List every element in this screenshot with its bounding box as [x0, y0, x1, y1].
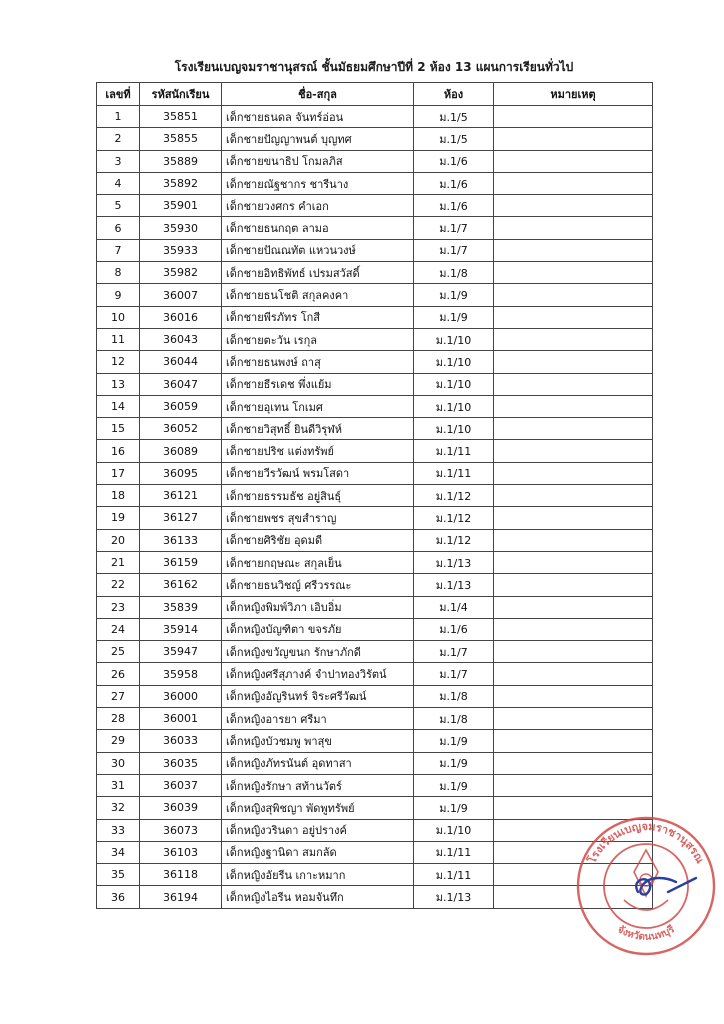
- row-student-id: 36133: [140, 529, 222, 551]
- row-number: 35: [97, 864, 140, 886]
- row-note: [494, 752, 653, 774]
- row-number: 34: [97, 841, 140, 863]
- table-row: [97, 574, 653, 596]
- row-student-name: เด็กชายวิสุทธิ์ ยินดีวิรุฬห์: [222, 418, 414, 440]
- row-student-id: 36039: [140, 797, 222, 819]
- row-student-id: 35982: [140, 262, 222, 284]
- row-student-id: 35958: [140, 663, 222, 685]
- table-row: [97, 685, 653, 707]
- row-student-id: 36073: [140, 819, 222, 841]
- table-row: [97, 239, 653, 261]
- row-room: ม.1/7: [414, 239, 494, 261]
- row-number: 30: [97, 752, 140, 774]
- row-student-name: เด็กหญิงพิมพ์วิภา เอิบอิ่ม: [222, 596, 414, 618]
- row-room: ม.1/6: [414, 172, 494, 194]
- table-row: [97, 262, 653, 284]
- row-student-id: 36047: [140, 373, 222, 395]
- row-note: [494, 262, 653, 284]
- row-number: 17: [97, 462, 140, 484]
- row-student-id: 36121: [140, 485, 222, 507]
- row-student-id: 36001: [140, 708, 222, 730]
- row-student-name: เด็กชายธนดล จันทร์อ่อน: [222, 106, 414, 128]
- row-room: ม.1/9: [414, 774, 494, 796]
- row-student-name: เด็กชายกฤษณะ สกุลเย็น: [222, 551, 414, 573]
- row-student-id: 35851: [140, 106, 222, 128]
- row-student-id: 36043: [140, 328, 222, 350]
- row-room: ม.1/9: [414, 730, 494, 752]
- row-room: ม.1/6: [414, 150, 494, 172]
- row-note: [494, 685, 653, 707]
- table-row: [97, 708, 653, 730]
- table-row: [97, 797, 653, 819]
- row-note: [494, 395, 653, 417]
- row-number: 24: [97, 618, 140, 640]
- row-room: ม.1/9: [414, 284, 494, 306]
- table-row: [97, 284, 653, 306]
- row-note: [494, 306, 653, 328]
- row-room: ม.1/10: [414, 395, 494, 417]
- row-note: [494, 217, 653, 239]
- row-number: 4: [97, 172, 140, 194]
- header-no: เลขที่: [97, 83, 140, 106]
- row-room: ม.1/13: [414, 551, 494, 573]
- row-student-id: 36059: [140, 395, 222, 417]
- row-number: 6: [97, 217, 140, 239]
- table-row: [97, 529, 653, 551]
- row-number: 16: [97, 440, 140, 462]
- row-student-name: เด็กหญิงสุพิชญา พัดพูทรัพย์: [222, 797, 414, 819]
- row-student-id: 35901: [140, 195, 222, 217]
- row-student-name: เด็กหญิงอัญรินทร์ จิระศรีวัฒน์: [222, 685, 414, 707]
- row-number: 18: [97, 485, 140, 507]
- row-student-name: เด็กชายวงศกร คำเอก: [222, 195, 414, 217]
- row-room: ม.1/13: [414, 886, 494, 908]
- row-room: ม.1/8: [414, 685, 494, 707]
- row-student-name: เด็กหญิงขวัญขนก รักษาภักดี: [222, 641, 414, 663]
- row-room: ม.1/10: [414, 351, 494, 373]
- row-note: [494, 774, 653, 796]
- row-student-name: เด็กชายอุเทน โกเมศ: [222, 395, 414, 417]
- row-student-name: เด็กหญิงศรีสุภางค์ จำปาทองวิรัตน์: [222, 663, 414, 685]
- row-room: ม.1/12: [414, 529, 494, 551]
- row-student-id: 35855: [140, 128, 222, 150]
- table-row: [97, 551, 653, 573]
- table-row: [97, 373, 653, 395]
- row-student-id: 35892: [140, 172, 222, 194]
- table-row: [97, 841, 653, 863]
- row-number: 10: [97, 306, 140, 328]
- row-room: ม.1/9: [414, 752, 494, 774]
- row-room: ม.1/13: [414, 574, 494, 596]
- student-roster-table: [96, 82, 653, 909]
- row-student-name: เด็กชายธนโชติ สกุลคงคา: [222, 284, 414, 306]
- row-note: [494, 239, 653, 261]
- row-note: [494, 373, 653, 395]
- row-number: 26: [97, 663, 140, 685]
- table-row: [97, 641, 653, 663]
- stamp-top-text: โรงเรียนเบญจมราชานุสรณ: [585, 819, 707, 866]
- row-number: 11: [97, 328, 140, 350]
- row-room: ม.1/7: [414, 663, 494, 685]
- header-note: หมายเหตุ: [494, 83, 653, 106]
- row-room: ม.1/11: [414, 864, 494, 886]
- row-student-id: 36044: [140, 351, 222, 373]
- row-number: 3: [97, 150, 140, 172]
- row-student-name: เด็กชายธรรมธัช อยู่สินธุ์: [222, 485, 414, 507]
- row-note: [494, 195, 653, 217]
- row-room: ม.1/6: [414, 195, 494, 217]
- row-number: 29: [97, 730, 140, 752]
- stamp-bottom-text: จังหวัดนนทบุรี: [615, 924, 677, 943]
- row-number: 9: [97, 284, 140, 306]
- table-row: [97, 106, 653, 128]
- row-number: 23: [97, 596, 140, 618]
- row-student-name: เด็กหญิงภัทรนันต์ อุดทาสา: [222, 752, 414, 774]
- table-row: [97, 596, 653, 618]
- row-student-name: เด็กชายศิริชัย อุดมดี: [222, 529, 414, 551]
- row-student-name: เด็กชายธนพงษ์ ถาสุ: [222, 351, 414, 373]
- row-room: ม.1/10: [414, 819, 494, 841]
- row-student-name: เด็กหญิงบัวชมพู พาสุข: [222, 730, 414, 752]
- table-row: [97, 752, 653, 774]
- row-room: ม.1/8: [414, 262, 494, 284]
- row-note: [494, 507, 653, 529]
- row-note: [494, 440, 653, 462]
- row-student-name: เด็กชายธีรเดช พึ่งแย้ม: [222, 373, 414, 395]
- row-student-id: 35930: [140, 217, 222, 239]
- table-row: [97, 395, 653, 417]
- row-note: [494, 284, 653, 306]
- row-student-id: 36194: [140, 886, 222, 908]
- row-note: [494, 663, 653, 685]
- row-student-id: 35933: [140, 239, 222, 261]
- row-number: 33: [97, 819, 140, 841]
- row-number: 1: [97, 106, 140, 128]
- table-row: [97, 819, 653, 841]
- row-student-id: 36118: [140, 864, 222, 886]
- row-room: ม.1/6: [414, 618, 494, 640]
- row-room: ม.1/12: [414, 485, 494, 507]
- row-number: 12: [97, 351, 140, 373]
- row-student-id: 36103: [140, 841, 222, 863]
- row-number: 15: [97, 418, 140, 440]
- table-row: [97, 351, 653, 373]
- row-number: 8: [97, 262, 140, 284]
- row-student-name: เด็กหญิงวรินดา อยู่ปรางค์: [222, 819, 414, 841]
- table-row: [97, 440, 653, 462]
- row-note: [494, 462, 653, 484]
- school-seal-stamp: [572, 808, 718, 958]
- row-note: [494, 596, 653, 618]
- row-room: ม.1/10: [414, 328, 494, 350]
- row-room: ม.1/9: [414, 797, 494, 819]
- table-row: [97, 730, 653, 752]
- table-row: [97, 306, 653, 328]
- row-student-id: 36089: [140, 440, 222, 462]
- row-student-name: เด็กชายขนาธิป โกมลภิส: [222, 150, 414, 172]
- row-note: [494, 529, 653, 551]
- row-student-id: 35914: [140, 618, 222, 640]
- row-room: ม.1/11: [414, 440, 494, 462]
- row-student-id: 36016: [140, 306, 222, 328]
- row-room: ม.1/7: [414, 641, 494, 663]
- row-student-id: 36007: [140, 284, 222, 306]
- row-student-name: เด็กชายปัณณทัต แหวนวงษ์: [222, 239, 414, 261]
- row-number: 13: [97, 373, 140, 395]
- table-row: [97, 195, 653, 217]
- row-room: ม.1/5: [414, 106, 494, 128]
- row-number: 32: [97, 797, 140, 819]
- row-student-id: 36037: [140, 774, 222, 796]
- row-student-id: 35947: [140, 641, 222, 663]
- row-student-name: เด็กชายปริช แต่งทรัพย์: [222, 440, 414, 462]
- row-student-id: 36033: [140, 730, 222, 752]
- row-student-id: 36000: [140, 685, 222, 707]
- row-student-name: เด็กหญิงไอรีน หอมจันทึก: [222, 886, 414, 908]
- row-room: ม.1/11: [414, 462, 494, 484]
- row-student-id: 36035: [140, 752, 222, 774]
- row-note: [494, 574, 653, 596]
- header-name: ชื่อ-สกุล: [222, 83, 414, 106]
- row-student-id: 35839: [140, 596, 222, 618]
- row-note: [494, 351, 653, 373]
- row-student-id: 36162: [140, 574, 222, 596]
- row-student-name: เด็กชายวีรวัฒน์ พรมโสดา: [222, 462, 414, 484]
- row-student-name: เด็กชายธนวิชญ์ ศรีวรรณะ: [222, 574, 414, 596]
- row-room: ม.1/4: [414, 596, 494, 618]
- row-number: 20: [97, 529, 140, 551]
- row-student-id: 36159: [140, 551, 222, 573]
- row-note: [494, 730, 653, 752]
- document-title: โรงเรียนเบญจมราชานุสรณ์ ชั้นมัธยมศึกษาปีที่ 2 ห้อง 13 แผนการเรียนทั่วไป: [174, 60, 574, 74]
- row-student-name: เด็กหญิงอารยา ศรีมา: [222, 708, 414, 730]
- table-row: [97, 864, 653, 886]
- table-body: [97, 106, 653, 909]
- row-student-name: เด็กหญิงฐานิดา สมกลัด: [222, 841, 414, 863]
- row-room: ม.1/9: [414, 306, 494, 328]
- row-student-name: เด็กชายตะวัน เรกุล: [222, 328, 414, 350]
- table-row: [97, 485, 653, 507]
- row-room: ม.1/12: [414, 507, 494, 529]
- row-student-id: 36127: [140, 507, 222, 529]
- row-note: [494, 485, 653, 507]
- row-number: 5: [97, 195, 140, 217]
- table-row: [97, 328, 653, 350]
- row-student-name: เด็กชายปัญญาพนต์ บุญทศ: [222, 128, 414, 150]
- table-row: [97, 128, 653, 150]
- header-room: ห้อง: [414, 83, 494, 106]
- row-number: 31: [97, 774, 140, 796]
- row-student-name: เด็กหญิงอัยรีน เกาะหมาก: [222, 864, 414, 886]
- row-student-name: เด็กชายพีรภัทร โกสี: [222, 306, 414, 328]
- table-row: [97, 462, 653, 484]
- table-row: [97, 418, 653, 440]
- table-row: [97, 618, 653, 640]
- row-student-name: เด็กชายธนกฤต ลามอ: [222, 217, 414, 239]
- row-note: [494, 551, 653, 573]
- table-row: [97, 886, 653, 908]
- row-note: [494, 128, 653, 150]
- row-student-name: เด็กหญิงรักษา สท้านวัตร์: [222, 774, 414, 796]
- table-row: [97, 150, 653, 172]
- row-number: 28: [97, 708, 140, 730]
- row-room: ม.1/10: [414, 373, 494, 395]
- row-student-id: 36095: [140, 462, 222, 484]
- row-note: [494, 641, 653, 663]
- row-room: ม.1/7: [414, 217, 494, 239]
- header-student-id: รหัสนักเรียน: [140, 83, 222, 106]
- row-number: 25: [97, 641, 140, 663]
- row-room: ม.1/5: [414, 128, 494, 150]
- row-note: [494, 618, 653, 640]
- row-student-id: 35889: [140, 150, 222, 172]
- row-number: 2: [97, 128, 140, 150]
- table-row: [97, 217, 653, 239]
- row-number: 21: [97, 551, 140, 573]
- table-row: [97, 663, 653, 685]
- table-row: [97, 507, 653, 529]
- table-row: [97, 172, 653, 194]
- row-student-name: เด็กหญิงบัญฑิตา ขจรภัย: [222, 618, 414, 640]
- row-number: 14: [97, 395, 140, 417]
- table-row: [97, 774, 653, 796]
- row-number: 27: [97, 685, 140, 707]
- row-note: [494, 328, 653, 350]
- row-number: 19: [97, 507, 140, 529]
- row-note: [494, 418, 653, 440]
- row-number: 36: [97, 886, 140, 908]
- row-room: ม.1/10: [414, 418, 494, 440]
- row-note: [494, 106, 653, 128]
- row-room: ม.1/11: [414, 841, 494, 863]
- row-student-name: เด็กชายพชร สุขสำราญ: [222, 507, 414, 529]
- row-student-id: 36052: [140, 418, 222, 440]
- row-number: 7: [97, 239, 140, 261]
- row-number: 22: [97, 574, 140, 596]
- row-student-name: เด็กชายณัฐชากร ชารีนาง: [222, 172, 414, 194]
- row-room: ม.1/8: [414, 708, 494, 730]
- row-note: [494, 150, 653, 172]
- row-student-name: เด็กชายอิทธิพัทธ์ เปรมสวัสดิ์: [222, 262, 414, 284]
- table-header-row: [97, 83, 653, 106]
- row-note: [494, 172, 653, 194]
- row-note: [494, 708, 653, 730]
